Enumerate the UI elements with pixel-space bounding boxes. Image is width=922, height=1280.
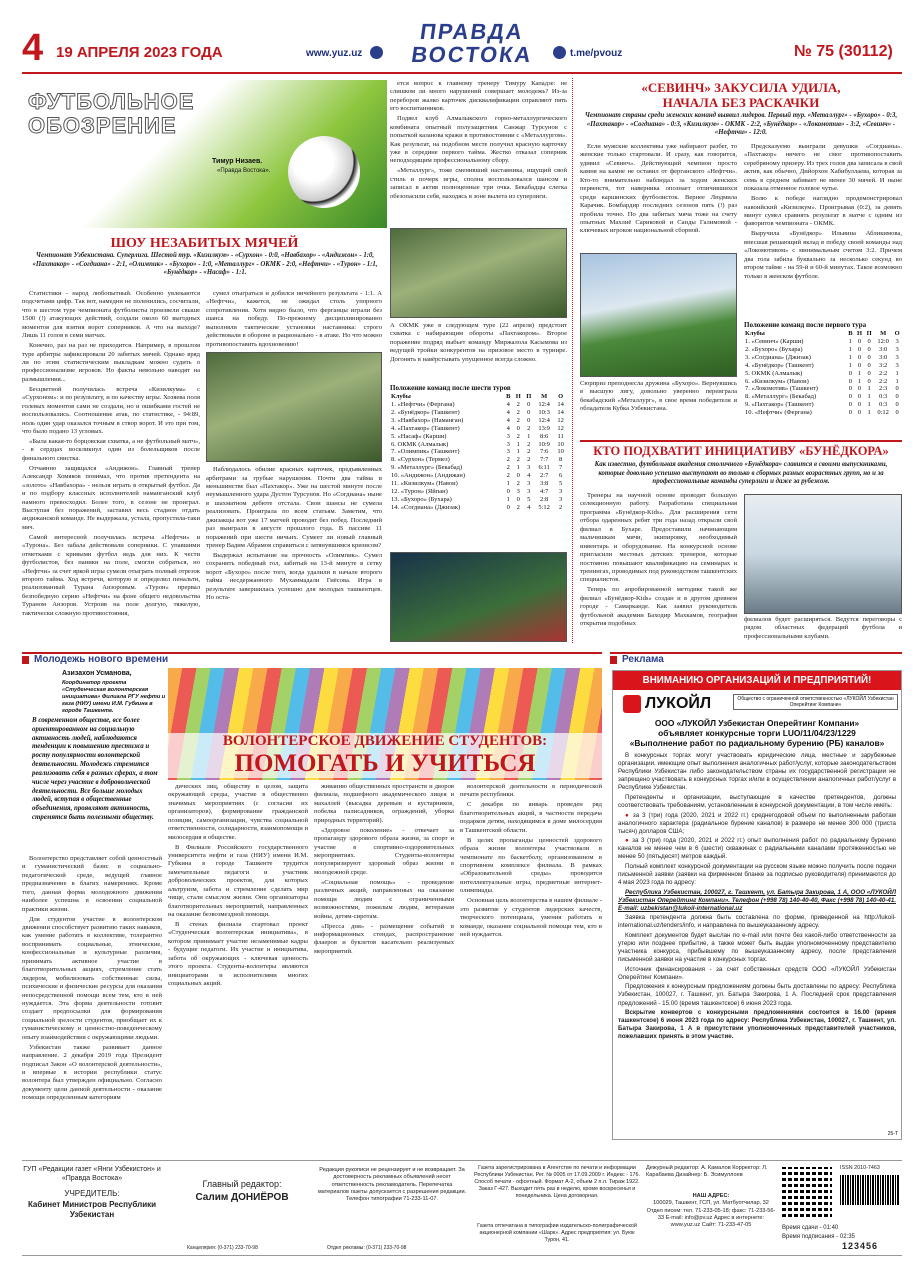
club-cell: 5. ОКМК (Алмалык) <box>745 369 803 377</box>
men-standings <box>390 384 567 512</box>
table-row <box>744 409 902 417</box>
club-cell: 6. «Кизилкум» (Навои) <box>745 377 809 385</box>
header-divider <box>22 72 902 74</box>
ad-code: 25-Т <box>887 1131 898 1137</box>
column-divider <box>572 78 573 643</box>
stat-cell: 12:4 <box>538 416 550 424</box>
club-cell: 7. «Локомотив» (Ташкент) <box>745 385 818 393</box>
academy-body-2: филиалов будет расширяться. Ведутся переговоры с рядом областных федераций футбола и профессиональными клубами. <box>744 616 902 640</box>
editor-block: Главный редактор: Салим ДОНИЁРОВ <box>195 1179 289 1203</box>
stat-cell: 5:12 <box>538 503 550 511</box>
stat-cell: 0 <box>867 337 871 345</box>
table-row <box>390 488 567 496</box>
stat-cell: 0 <box>857 393 862 401</box>
stat-cell: 2 <box>506 472 510 480</box>
stat-cell: 3 <box>506 448 510 456</box>
football-col2: сумел отыграться и добился ничейного результата - 1:1. А «Нефтчи», кажется, не ожидал столь упорного сопротивления. Хотя видно было, что ферганцы играли без шанса на победу. По-прежнему дисциплинированно выполняли тактические установки наставника: строго действовали в обороне и рационально - в атаке. Но что можно противопоставить вдохновению! Наблюдалось обилие красных карточек, предъявленных арбитрами за грубые нарушения. Почти два тайма в меньшинстве был «Пахтакор». Уже на шестой минуте после неумышленного удара Дустон Турсунов. Но «Согдиана» ныне в шахматном дебюте отстала. Свои шансы не сумела реализовать. Проиграла по всем статьям. Заметим, что джизакцы вот уже 17 матчей проводят без побед. Последний раз выиграли в августе прошлого года. В пассиве 11 поражений при шести ничьих. Сумеет ли новый главный тренер Вадим Абрамов справиться с затянувшимся кризисом? Выдержал испытание на прочность «Олимпик». Сумел сохранить победный гол, забитый на 13-й минуте в сетку ворот «Бухоро» после того, когда удалили в начале второго тайма несдержанного Мухаммадали Гиёсова. Игра в результате завершилась успешно для молодых ташкентцев. Но оста- <box>206 290 382 602</box>
club-cell: 12. «Турон» (Яйпан) <box>391 488 448 496</box>
youth-lead: В современном обществе, все более ориентированном на социальную активность людей, наблюдаются тенденции к повышению престижа и росту популярности волонтерской деятельности. Молодежь стремится реализовать себя в разных сферах, а том числе через участие в добровольческой деятельности. Все больше молодых людей, вступая в общественные объединения, проявляют активность, стремятся быть полезными обществу. <box>32 717 158 822</box>
stat-cell: 4 <box>527 472 531 480</box>
football-headline: ШОУ НЕЗАБИТЫХ МЯЧЕЙ <box>110 236 299 251</box>
stat-cell: 2 <box>559 503 563 511</box>
table-row <box>390 456 567 464</box>
tender-body: В конкурсных торгах могут участвовать юридические лица, местные и зарубежные организации, имеющие опыт выполнения аналогичных работ/услуг, которые законодательством Республики Узбекистан либо законодательством страны их государственной регистрации не запрещено участвовать в конкурсных торгах и/или в осуществлении аналогичных работ/услуг в Республике Узбекистан. Претенденты и организации, выступающие в качестве претендентов, должны соответствовать требованиям, установленным в конкурсной документации, в том числе иметь: ● за 3 (три) года (2020, 2021 и 2022 гг.) среднегодовой объем по выполненным работам аналогичного характера (радиальное бурение каналов) в размере не менее 300 000 (триста тысяч) долларов США; ● за 3 (три) года (2020, 2021 и 2022 гг.) опыт выполнения работ по радиальному бурению каналов не менее чем в 6 (шести) скважинах с радиальными каналами протяженностью не менее 50 (пятьдесят) метров каждый. Полный комплект конкурсной документации на русском языке можно получить после подачи письменной заявки (заявки на фирменном бланке за подписью руководителя) принимаются до 4 мая 2023 года по адресу: Республика Узбекистан, 100027, г. Ташкент, ул. Батыра Закирова, 1 А, ООО «ЛУКОЙЛ Узбекистан Оперейтинг Компани». Телефон (+998 78) 140-40-40, Факс (+998 78) 140-40-41. E-mail: uzbekistan@lukoil-international.uz Заявка претендента должна быть составлена по форме, приведенной на http://lukoil-international.uz/tenders/info, и направлена по вышеуказанному адресу. Комплект документов будет выслан по e-mail или почте без какой-либо ответственности за утерю или позднее прибытие, а также может быть выдан уполномоченному представителю участника конкурса, прибывшему по вышеуказанному адресу, после представления письменной заявки на участие в конкурсных торгах. Источник финансирования - за счет собственных средств ООО «ЛУКОЙЛ Узбекистан Оперейтинг Компани». Предложения к конкурсным предложениям должны быть доставлены по адресу: Республика Узбекистан, 100027, г. Ташкент, ул. Батыра Закирова, 1 А. Последний срок представления предложений - 15.00 (время ташкентское) 6 июня 2023 года. Вскрытие конвертов с конкурсными предложениями состоится в 16.00 (время ташкентское) 6 июня 2023 года по адресу: Республика Узбекистан, 100027, г. Ташкент, ул. Батыра Закирова, 1 А в присутствии уполномоченных представителей участников, пожелавших принять в этом участие. <box>618 752 896 1041</box>
table-title: Положение команд после первого тура <box>744 321 867 329</box>
stat-cell: 3:0 <box>878 353 888 361</box>
stat-cell: 3 <box>527 480 531 488</box>
football-col3: ется вопрос к главному тренеру Тимуру Кападзе: не слишком ли много нарушений совершает молодежь? Из-за переборов жалко карточек дисквалификации справляют пять его воспитанников. Подвел клуб Алмалыкского горно-металлургического комбината опытный полузащитник Санжар Турсунов с попыткой казанова кражи в противостоянии с «Металлургом». Как результат, на подобном месте получил красную карточку уже в середине первого тайма. Жестко отказал соперник неподходящим профессиональному сбору. «Металлург», тоже сменивший наставника, ищущий свой стиль и почерк игры, сполна воспользовался шансом и записал в актив полноценные три очка. Бекабадцы слегка обезопасили себя, находясь в зоне вылета из суперлиги. <box>390 80 567 200</box>
stat-cell: 2 <box>516 416 520 424</box>
stat-cell: 1 <box>516 464 520 472</box>
club-cell: 3. «Навбахор» (Наманган) <box>391 416 464 424</box>
table-row <box>390 480 567 488</box>
stat-cell: 3 <box>559 488 563 496</box>
stat-cell: 1 <box>848 361 852 369</box>
lukoil-ad <box>612 670 902 1140</box>
stat-cell: 0 <box>527 408 531 416</box>
stat-cell: 2 <box>516 480 520 488</box>
stat-cell: 3 <box>506 432 510 440</box>
issue-date: 19 АПРЕЛЯ 2023 ГОДА <box>56 44 223 61</box>
stat-cell: 0 <box>895 385 899 393</box>
stat-cell: 1 <box>516 448 520 456</box>
stat-cell: 2 <box>527 456 531 464</box>
site-link[interactable]: www.yuz.uz <box>306 48 363 59</box>
lukoil-wordmark: ЛУКОЙЛ <box>645 695 712 712</box>
stat-cell: 0 <box>506 503 510 511</box>
club-cell: 3. «Согдиана» (Джизак) <box>745 353 811 361</box>
stat-cell: 0 <box>867 361 871 369</box>
stat-cell: 1 <box>506 495 510 503</box>
youth-author-info: Координатор проекта «Студенческая волонтерская инициатива» Филиала РГУ нефти и газа (НИУ) имени И.М. Губкина в городе Ташкенте. <box>62 680 166 714</box>
stat-cell: 3 <box>559 495 563 503</box>
youth-col4: волонтерской деятельности в периодической печати республики. С декабря по январь проведен ряд благотворительных акций, в частности передача подарков детям, находящимся в доме милосердия в Ташкентской области. В целях пропаганды ценностей здорового образа жизни волонтеры участвовали в чемпионате по баскетболу, организованном в спортивном комплексе филиала. В рамках «Образовательной среды» проводятся интеллектуальные игры, предметные интернет-олимпиады. Основная цель волонтерства в нашем филиале - это развитие у студентов лидерских качеств, творческого потенциала, умения работать в команде, оказание социальной помощи тем, кто в ней нуждается. <box>460 783 602 938</box>
academy-lead: Как известно, футбольная академия столичного «Бунёдкора» славится в своими выпускниками, которые довольно успешно выступают во только в сборных разных возрастных групп, но и за профессиональные команды суперлиги и даже за рубежом. <box>594 461 888 486</box>
stat-cell: 0 <box>867 369 871 377</box>
table-row <box>744 370 902 378</box>
match-photo-3 <box>390 552 567 642</box>
stat-cell: 0 <box>848 377 852 385</box>
stat-cell: 0 <box>527 416 531 424</box>
stat-cell: 10 <box>557 448 564 456</box>
stat-cell: 2 <box>516 432 520 440</box>
stat-cell: 5 <box>527 495 531 503</box>
qr-code-icon <box>782 1167 832 1217</box>
bullet-icon: ● <box>625 811 630 819</box>
staff-info: Дежурный редактор: А. Камалов Корректор: Л. Карабаева Дизайнер: Б. Эсимуллоев <box>646 1165 768 1179</box>
stat-cell: 0 <box>857 385 862 393</box>
stat-cell: 2 <box>516 400 520 408</box>
women-col1: Если мужские коллективы уже набирают разбег, то женские только стартовали. И сразу, как говорится, удивил «Севинч». Действующий чемпион просто камня на камне не оставил от ферганского «Нефтчи». Кто-то внимательно наблюдал за ходом женских первенств, тот наверника опознает отличившихся среди каршинских футболисток. Вернее Людмила Карачик. Бомбардир последних сезонов пять (!) раз пробила точно. По два забитых мяча тоже на счету опытных Махлиё Сариковой и Санды Галимовой - ключевых игроков национальной сборной. <box>580 143 737 235</box>
stat-cell: 11 <box>557 432 564 440</box>
table-row <box>390 472 567 480</box>
academy-body: Тренеры на научной основе проводят большую селекционную работу. Разработана специальная программа «Бунёдкор-Kids». Для расширения сети отбора одаренных ребят три года назад открыли свой филиал в Бухаре. Предоставили начинающим мальчишкам мячи, экипировку, необходимый инвентарь и оборудование. На конкурсной основе пригласили местных детских тренеров, которые постоянно повышают квалификацию на семинарах и тренингах, проводимых под руководством ташкентских специалистов. Теперь по апробированной методике такой же филиал «Бунёдкор-Kids» создан и в другом древнем городе - Самарканде. Как заявил руководитель футбольной академии Баходир Махкамов, география открытия подобных <box>580 492 737 628</box>
stat-cell: 10 <box>557 440 564 448</box>
women-photo <box>580 253 737 377</box>
standings-table <box>390 393 567 512</box>
stat-cell: 1 <box>867 385 871 393</box>
stat-cell: 2 <box>527 424 531 432</box>
table-row <box>390 425 567 433</box>
stat-cell: 2 <box>527 440 531 448</box>
table-row <box>390 496 567 504</box>
stat-cell: 3 <box>516 488 520 496</box>
author-org: «Правда Востока». <box>217 168 271 174</box>
stat-cell: 0 <box>867 345 871 353</box>
stat-cell: 0 <box>857 409 862 417</box>
football-col1: Статистики - народ любопытный. Особенно увлекаются подсчетами цифр. Так вот, намедни не поленились, сосчитали, что в шестом туре чемпионата футболисты произвели свыше 1500 (!) атакующих действий, создали около 60 выгодных моментов для взятия ворот соперников. А что на выходе? Лишь 11 голов в семи матчах. Конечно, раз на раз не приходится. Например, в прошлом туре арбитры зафиксировали 20 забитых мячей. Однако вряд ли по этим статистическим выкладкам можно судить о профессионализме игроков. Но факты невольно наводят на размышления... Бесцветной получилась встреча «Кизилкума» с «Сурхоном»: и по результату, и по качеству игры. Хозяева поля голевых моментов сами не создали, но и ошибками гостей не воспользовались. Соотношение атак, по статистике, - 94:89, ноль один удар оказался точным в створ ворот. И это при том, что было подано 13 угловых. «Была какая-то борцовская схватка, а не футбольный матч», - в сердцах воскликнул один из болельщиков после финального свистка. Отчаянно защищался «Андижон». Главный тренер Александр Хомяков понимал, что против претендента на «золото» «Навбахора» - нельзя играть в открытый футбол. Да и по подбору классных исполнителей наманганский клуб намного превосходил. Более того, в сезоне не проиграл. Выступая без поражений, заставил весь стадион отдать андижанской команде. Не выдержала, устала, пропустила-таки мяч. Самой интересной получилась встреча «Нефтчи» и «Турона». Без забала действовали соперники. С упавшими отметками с кривыми футбол ведь для них. К чести футболистов, без паники на поле, смогли собраться, но «Нефтчи» за счет яркой игры сумели отыграть полный отрезок второго тайма. Ход встречи, которую и определил пенальти, реализованный Турана Анзоровым. «Турон» прервал безпобедную серию «Нефтчи» на фоне общего недовольства Тураном Анзоров. Устроив на поле долгую, тяжелую, тактически сложную противостояния, <box>22 290 200 617</box>
stat-cell: 2 <box>516 408 520 416</box>
youth-section-bar: Молодежь нового времени <box>22 652 602 664</box>
stat-cell: 4 <box>506 416 510 424</box>
table-row <box>744 338 902 346</box>
stat-cell: 0 <box>857 361 862 369</box>
stat-cell: 3:0 <box>878 345 888 353</box>
club-cell: 5. «Насаф» (Карши) <box>391 432 447 440</box>
stat-cell: 4 <box>506 400 510 408</box>
table-row <box>390 448 567 456</box>
standings-table <box>744 330 902 417</box>
tender-address[interactable]: Республика Узбекистан, 100027, г. Ташкент, ул. Батыра Закирова, 1 А, ООО «ЛУКОЙЛ Узбекистан Оперейтинг Компани». Телефон (+998 78) 140-40-40, Факс (+998 78) 140-40-41. E-mail: uzbekistan@lukoil-international.uz <box>618 888 896 912</box>
stat-cell: 0 <box>895 393 899 401</box>
club-cell: 4. «Бунёдкор» (Ташкент) <box>745 361 814 369</box>
issue-number: № 75 (30112) <box>794 43 893 60</box>
stat-cell: 1 <box>848 353 852 361</box>
club-cell: 8. «Металлург» (Бекабад) <box>745 393 817 401</box>
stat-cell: 6:11 <box>538 464 550 472</box>
table-row <box>390 504 567 512</box>
stat-cell: 4 <box>527 503 531 511</box>
soccer-ball-icon <box>288 136 360 208</box>
ads-phone: Отдел рекламы: (0-371) 233-70-98 <box>327 1245 407 1251</box>
stat-cell: 0:12 <box>877 409 889 417</box>
stat-cell: 7:7 <box>539 456 549 464</box>
club-cell: 13. «Бухоро» (Бухара) <box>391 495 452 503</box>
table-row <box>744 378 902 386</box>
youth-col2: дических лиц, обществу в целом, защита окружающей среды, участие в общественно значимых мероприятиях (с согласия их организаторов), формирование гражданской позиции, самоорганизации, чувства социальной ответственности, солидарности, взаимопомощи и милосердия в обществе. В Филиале Российского государственного университета нефти и газа (НИУ) имени И.М. Губкина в городе Ташкенте трудится замечательные педагоги и участник добровольческих проектов, для которых альтруизм, забота и стремление сделать мир чище, стали смыслом жизни. Они организаторы благотворительных мероприятий, направленных на оказание безвозмездной помощи. В стенах филиала стартовал проект «Студенческая волонтерская инициатива», в котором принимает участие незаменимые кадры - будущие педагоги. Их участие и инициатива, забота об окружающих - ключевая ценность этого проекта. Студенты-волонтеры являются инициаторами и исполнителями многих социальных акций. <box>168 783 308 988</box>
address-block: НАШ АДРЕС: 100029, Ташкент, ГСП, ул. Матбуотчилар, 32 Отдел писем: тел. 71-233-05-18; факс: 71-233-56-33 E-mail: info@pv.uz Адрес в интернете: www.yuz.uz Сайт: 71-233-47-05 <box>646 1193 776 1229</box>
table-row <box>390 433 567 441</box>
club-cell: 7. «Олимпик» (Ташкент) <box>391 448 460 456</box>
stat-cell: 12:4 <box>538 400 550 408</box>
stat-cell: 1 <box>516 440 520 448</box>
stat-cell: 2 <box>516 456 520 464</box>
ad-section-bar: Реклама <box>610 652 902 664</box>
stat-cell: 0 <box>527 400 531 408</box>
stat-cell: 0 <box>516 472 520 480</box>
telegram-icon <box>553 46 566 59</box>
stat-cell: 0 <box>516 495 520 503</box>
stat-cell: 0 <box>867 377 871 385</box>
stat-cell: 0 <box>848 369 852 377</box>
youth-headline: ВОЛОНТЕРСКОЕ ДВИЖЕНИЕ СТУДЕНТОВ: ПОМОГАТЬ И УЧИТЬСЯ <box>168 733 602 778</box>
stat-cell: 2 <box>506 464 510 472</box>
stat-cell: 0 <box>848 385 852 393</box>
stat-cell: 4 <box>506 424 510 432</box>
stat-cell: 2:3 <box>878 385 888 393</box>
table-title: Положение команд после шести туров <box>390 384 511 392</box>
stat-cell: 2:2 <box>878 369 888 377</box>
stat-cell: 10:3 <box>538 408 550 416</box>
stat-cell: 1 <box>857 377 862 385</box>
stat-cell: 3 <box>895 361 899 369</box>
barcode-icon <box>840 1175 900 1205</box>
stat-cell: 2 <box>527 448 531 456</box>
stat-cell: 2 <box>506 456 510 464</box>
stat-cell: 5 <box>559 480 563 488</box>
stat-cell: 0 <box>857 401 862 409</box>
women-headline: «СЕВИНЧ» ЗАКУСИЛА УДИЛА, НАЧАЛА БЕЗ РАСКАЧКИ <box>641 80 841 110</box>
club-cell: 1. «Нефтчи» (Фергана) <box>391 400 455 408</box>
stat-cell: 0 <box>848 393 852 401</box>
football-caption: А ОКМК уже в следующем туре (22 апреля) предстоит схватка с набирающим обороты «Пахтакором». Второе поражение подряд выбьет команду Миржалола Касымова из ведущей тройки конкурентов на призовое место в турнире. Догонять в навёрстывать упущенное всегда сложно. <box>390 322 567 363</box>
youth-col3: живанию общественных пространств и дворов филиала, подшефного академического лицея и махаллей (высадка деревьев и кустарников, побелка палисадников, ограждений, уборка природных территорий). «Здоровое поколение» - отвечает за пропаганду здорового образа жизни, за спорт и участие в спортивно-оздоровительных мероприятиях. Студенты-волонтеры популяризируют здоровый образ жизни в молодежной среде. «Социальная помощь» - проведение различных акций, направленных на оказание помощи людям с ограниченными возможностями, пожилым людям, ветеранам войны, детям-сиротам. «Пресса дня» - размещение событий в информационных стендах, распространение флаеров и буклетов касательно реализуемых мероприятий. <box>314 783 454 955</box>
time-submit: Время сдачи - 01:40 <box>782 1225 839 1231</box>
academy-photo <box>744 494 902 614</box>
stat-cell: 1 <box>848 345 852 353</box>
table-row <box>744 401 902 409</box>
globe-icon <box>370 46 383 59</box>
club-cell: 9. «Металлург» (Бекабад) <box>391 464 463 472</box>
stat-cell: 2:8 <box>539 495 549 503</box>
club-cell: 11. «Кизилкум» (Навои) <box>391 480 458 488</box>
academy-headline: КТО ПОДХВАТИТ ИНИЦИАТИВУ «БУНЁДКОРА» <box>593 444 889 458</box>
registration-info: Газета зарегистрирована в Агентстве по печати и информации Республики Узбекистан. Рег. № 0005 от 17.09.2009 г. Индекс - 176. Способ печати - офсетный. Формат А-2, объем 2 п.л. Тираж 1922. Заказ Г-427. Выходит пять раз в неделю, кроме воскресенья и понедельника. Цена договорная. <box>473 1165 641 1200</box>
table-header-row: Клубы В Н П М О <box>391 393 564 400</box>
newspaper-logo: ПРАВДА ВОСТОКА <box>409 19 535 67</box>
stat-cell: 3:2 <box>878 361 888 369</box>
stat-cell: 0 <box>848 409 852 417</box>
stat-cell: 12:0 <box>877 337 889 345</box>
barcode-number: 123456 <box>842 1241 879 1251</box>
office-phone: Канцелярия: (0-371) 233-70-98 <box>187 1245 258 1251</box>
club-cell: 2. «Бунёдкор» (Ташкент) <box>391 408 460 416</box>
stat-cell: 12 <box>557 424 564 432</box>
stat-cell: 14 <box>557 400 564 408</box>
stat-cell: 1 <box>848 337 852 345</box>
football-banner <box>22 80 387 228</box>
stat-cell: 8 <box>559 456 563 464</box>
stat-cell: 7 <box>559 464 563 472</box>
stat-cell: 0 <box>857 345 862 353</box>
table-row <box>744 354 902 362</box>
club-cell: 4. «Пахтакор» (Ташкент) <box>391 424 460 432</box>
stat-cell: 12 <box>557 416 564 424</box>
table-row <box>390 464 567 472</box>
football-lead: Чемпионат Узбекистана. Суперлига. Шестой тур. «Кизилкум» - «Сурхон» - 0:0, «Навбахор» - «Андижон» - 1:0, «Пахтакор» - «Согдиана» - 2:1, «Олимпик» - «Бухоро» - 1:0, «Металлург» - ОКМК - 2:0, «Нефтчи» - «Турон» - 1:1, «Бунёдкор» - «Насаф» - 1:1. <box>32 252 378 277</box>
stat-cell: 3 <box>506 440 510 448</box>
stat-cell: 1 <box>895 369 899 377</box>
stat-cell: 0 <box>857 337 862 345</box>
table-row <box>744 362 902 370</box>
tender-title: ООО «ЛУКОЙЛ Узбекистан Оперейтинг Компани» объявляет конкурсные торги LUO/11/04/23/1229 «Выполнение работ по радиальному бурению (РБ) каналов» <box>629 718 885 749</box>
stat-cell: 14 <box>557 408 564 416</box>
stat-cell: 0 <box>857 353 862 361</box>
editorial-note: Редакция рукописи не рецензирует и не возвращает. За достоверность рекламных объявлений несет ответственность рекламодатель. Перепечатка материалов газеты допускается с разрешения редакции. Телефон типографии 71-233-11-07. <box>317 1167 467 1203</box>
match-photo <box>206 352 382 462</box>
stat-cell: 1 <box>857 369 862 377</box>
stat-cell: 2 <box>516 503 520 511</box>
stat-cell: 2:7 <box>539 472 549 480</box>
stat-cell: 0 <box>867 353 871 361</box>
ad-banner: ВНИМАНИЮ ОРГАНИЗАЦИЙ И ПРЕДПРИЯТИЙ! <box>613 671 901 690</box>
table-header-row: Клубы В Н П М О <box>745 330 900 337</box>
club-cell: 6. ОКМК (Алмалык) <box>391 440 449 448</box>
club-cell: 2. «Бухоро» (Бухара) <box>745 345 803 353</box>
stat-cell: 0 <box>516 424 520 432</box>
women-col2: Предсказуемо выиграли девушки «Согдианы». «Пахтакор» ничего не смог противопоставить серебряному призеру. Из трех голов два записала в свой актив, как обычно, Дийорхон Хабибуллаева, которая за семь в среднем забивает не менее 30 мячей. И ныне показала отменное голевое чутье. Волю к победе наглядно продемонстрировал навоийский «Кизилкум». Проигрывая (0:2), за девять минут сумел сравнять результат в матче с одним из фаворитов чемпионата - ОКМК. Выручила «Бунёдкор» Ильвина Абликимова, внесшая решающий вклад в победу своей команды над «Локомотивом» с минимальным счетом 3:2. Причем два гола забила буквально за несколько секунд во втором тайме - на 59-й и 60-й минутах. Такое возможно только в женском футболе. <box>744 143 902 280</box>
stat-cell: 0 <box>895 409 899 417</box>
club-cell: 10. «Андижон» (Андижан) <box>391 472 466 480</box>
club-cell: 10. «Нефтчи» (Фергана) <box>745 409 812 417</box>
stat-cell: 1 <box>867 401 871 409</box>
club-cell: 14. «Согдиана» (Джизак) <box>391 503 461 511</box>
stat-cell: 0 <box>848 401 852 409</box>
stat-cell: 3 <box>527 488 531 496</box>
youth-col1: Волонтерство представляет собой ценностный и гуманистический базис в социально-педагогической среде, ведущей главное предназначение в благих намерениях. Кроме того, данная форма молодежного движения наиболее успешна в освоении социальной практики жизни. Для студентов участие в волонтерском движении способствует развитию таких навыков, как умение работать в коллективе, толерантно воспринимать социальные, этнические, конфессиональные и культурные различия, принимать активное участие в благотворительных акциях, стремление стать лидером, мобилизовать собственные силы, психические и физические ресурсы для оказания непосредственной помощи всем тем, кто в ней нуждается. Эта форма деятельности готовит создает предпосылки для формирования социальной зрелости студентов, приобщает их к гуманистическому и ценностно-поведенческому опыту взаимодействия с окружающими людьми. Узбекистан также развивает данное направление. 2 декабря 2019 года Президент подписал Закон «О волонтерской деятельности», и впервые в истории республики статус волонтера был утвержден официально. Согласно документу цели данной деятельности - оказание помощи определенным категориям <box>22 855 162 1102</box>
stat-cell: 0 <box>895 401 899 409</box>
table-row <box>744 393 902 401</box>
stat-cell: 2:2 <box>878 377 888 385</box>
stat-cell: 3 <box>895 337 899 345</box>
founder-block: ГУП «Редакции газет «Янги Узбекистон» и «Правда Востока» УЧРЕДИТЕЛЬ: Кабинет Министров Республики Узбекистан <box>23 1166 161 1219</box>
table-row <box>390 441 567 449</box>
stat-cell: 3:8 <box>539 480 549 488</box>
time-sign: Время подписания - 02:35 <box>782 1234 855 1240</box>
table-row <box>390 409 567 417</box>
stat-cell: 3 <box>895 345 899 353</box>
table-row <box>744 346 902 354</box>
stat-cell: 1 <box>895 377 899 385</box>
stat-cell: 13:9 <box>538 424 550 432</box>
lukoil-logo-icon <box>623 695 641 713</box>
stat-cell: 1 <box>527 432 531 440</box>
club-cell: 1. «Севинч» (Карши) <box>745 337 804 345</box>
telegram-link[interactable]: t.me/pvouz <box>570 48 623 59</box>
stat-cell: 0:3 <box>878 393 888 401</box>
table-row <box>744 385 902 393</box>
youth-author: Азизахон Усманова, <box>62 670 132 677</box>
stat-cell: 1 <box>867 393 871 401</box>
stat-cell: 3 <box>527 464 531 472</box>
stat-cell: 0:3 <box>878 401 888 409</box>
stat-cell: 10:9 <box>538 440 550 448</box>
table-row <box>390 401 567 409</box>
women-caption: Сюрприз преподнесла дружина «Бухоро». Вернувшись в высшую лигу, довольно уверенно переиграла бекабадский «Металлург», в свое время победителя и обладателя Кубка Узбекистана. <box>580 380 737 413</box>
women-lead: Чемпионат страны среди женских команд выявил лидеров. Первый тур. «Металлург» - «Бухоро» - 0:3, «Пахтакор» - «Согдиана» - 0:3, «Кизилкум» - ОКМК - 2:2, «Бунёдкор» - «Локомотив» - 3:2, «Севинч» - «Нефтчи» - 12:0. <box>584 112 898 137</box>
rubric-title: ФУТБОЛЬНОЕ ОБОЗРЕНИЕ <box>28 89 195 138</box>
stat-cell: 1 <box>506 480 510 488</box>
issn: ISSN 2010-7463 <box>840 1165 880 1171</box>
stat-cell: 4 <box>506 408 510 416</box>
stat-cell: 3 <box>895 353 899 361</box>
table-row <box>390 417 567 425</box>
page-number: 4 <box>22 27 44 69</box>
stat-cell: 8:6 <box>539 432 549 440</box>
printing-info: Газета отпечатана в типографии издательско-полиграфической акционерной компании «Шарк». Адрес предприятия: ул. Буюк Турон, 41. <box>477 1223 637 1244</box>
bullet-icon: ● <box>625 837 630 845</box>
author-name: Тимур Низаев. <box>212 158 263 165</box>
stat-cell: 1 <box>867 409 871 417</box>
stat-cell: 0 <box>506 488 510 496</box>
match-photo-2 <box>390 228 567 318</box>
academy-divider <box>580 440 902 442</box>
women-standings <box>744 321 902 417</box>
stat-cell: 6 <box>559 472 563 480</box>
club-cell: 8. «Сурхон» (Термез) <box>391 456 450 464</box>
lukoil-subtitle: Общество с ограниченной ответственностью «ЛУКОЙЛ Узбекистан Оперейтинг Компани» <box>733 694 898 710</box>
stat-cell: 4:7 <box>539 488 549 496</box>
stat-cell: 7:6 <box>539 448 549 456</box>
footer <box>22 1160 902 1256</box>
club-cell: 9. «Пахтакор» (Ташкент) <box>745 401 814 409</box>
